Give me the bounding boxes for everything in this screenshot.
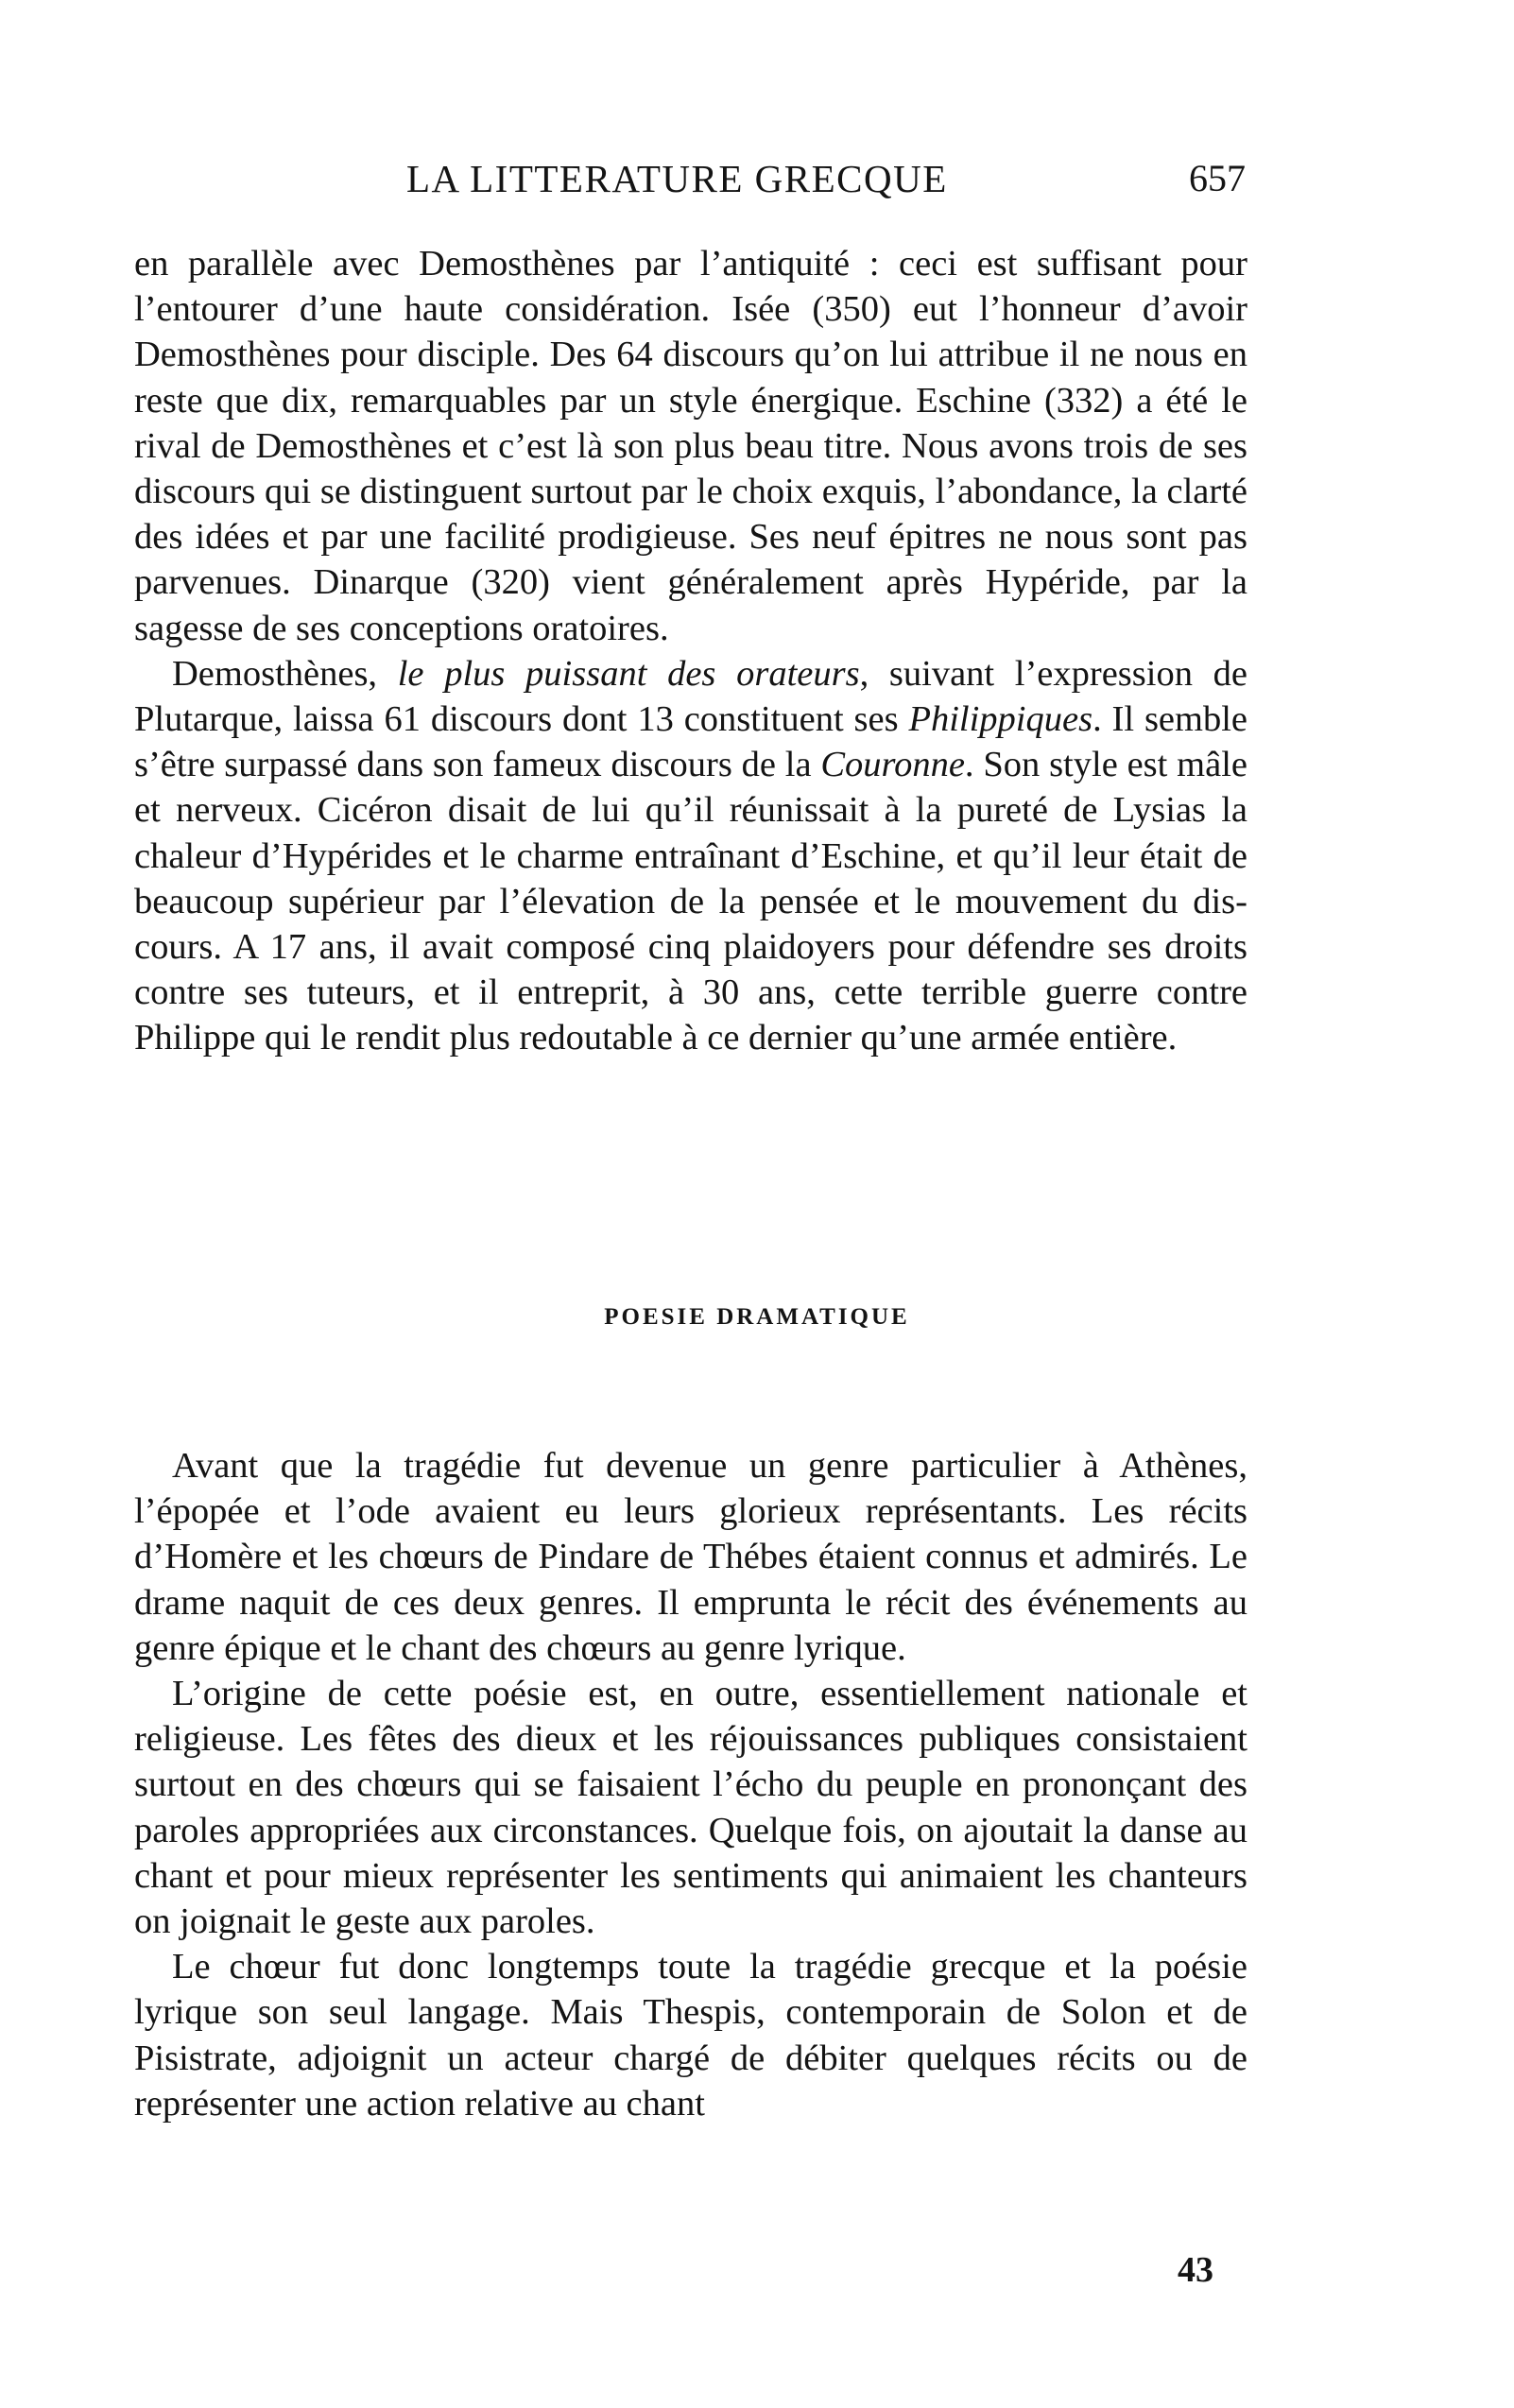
italic-title-philippiques: Philippiques xyxy=(908,699,1093,740)
paragraph-demosthenes xyxy=(134,651,1247,1061)
text-run: , suivant l’expression de Plutarque, laissa 61 discours dont 13 constituent ses xyxy=(134,653,1247,740)
running-title: LA LITTERATURE GRECQUE xyxy=(406,157,948,200)
text-run: . Il semble s’être surpassé dans son fameux discours de la xyxy=(134,699,1247,785)
text-run: . Son style est mâle et nerveux. Cicéron disait de lui qu’il réunissait à la pureté de Lysias la chaleur d’Hypérides et le charme entraînant d’Eschine, et qu’il leur était de beaucoup supérieur par l’élevation de la pensée et le mouvement du discours. A 17 ans, il avait composé cinq plaidoyers pour défendre ses droits contre ses tuteurs, et il entreprit, à 30 ans, cette terrible guerre contre Philippe qui le rendit plus redoutable à ce dernier qu’une armée entière. xyxy=(134,745,1247,1058)
signature-mark: 43 xyxy=(1178,2250,1213,2290)
section-heading: POESIE DRAMATIQUE xyxy=(604,1304,910,1330)
page-number: 657 xyxy=(1189,157,1246,199)
italic-title-couronne: Couronne xyxy=(820,745,965,785)
paragraph: en parallèle avec Demosthènes par l’antiquité : ceci est suffisant pour l’entourer d’une haute considération. Isée (350) eut l’honneur d’avoir Demosthènes pour disciple. Des 64 discours qu’on lui attribue il ne nous en reste que dix, remarquables par un style énergique. Eschine (332) a été le rival de Demosthènes et c’est là son plus beau titre. Nous avons trois de ses discours qui se distinguent surtout par le choix exquis, l’abondance, la clarté des idées et par une facilité prodigieuse. Ses neuf épitres ne nous sont pas parvenues. Dinarque (320) vient généralement après Hypéride, par la sagesse de ses conceptions oratoires. xyxy=(134,244,1247,648)
page-header xyxy=(132,156,1246,213)
paragraph: Avant que la tragédie fut devenue un genre particulier à Athènes, l’épopée et l’ode avaient eu leurs glorieux représentants. Les récits d’Homère et les chœurs de Pindare de Thébes étaient connus et admirés. Le drame naquit de ces deux genres. Il emprunta le récit des événements au genre épique et le chant des chœurs au genre lyrique. xyxy=(134,1446,1247,1668)
paragraph: L’origine de cette poésie est, en outre, essentiellement nationale et religieuse. Les fêtes des dieux et les réjouissances publiques consistaient surtout en des chœurs qui se faisaient l’écho du peuple en prononçant des paroles appropriées aux circonstances. Quelque fois, on ajoutait la danse au chant et pour mieux représenter les sentiments qui animaient les chanteurs on joignait le geste aux paroles. xyxy=(134,1674,1247,1942)
text-block-dramatic-poetry xyxy=(134,1443,1247,2126)
text-block-oratory xyxy=(134,241,1247,1061)
italic-phrase: le plus puissant des orateurs xyxy=(397,653,860,694)
text-run: Demosthènes, xyxy=(172,653,398,694)
paragraph: Le chœur fut donc longtemps toute la tragédie grecque et la poésie lyrique son seul langage. Mais Thespis, contemporain de Solon et de Pisistrate, adjoignit un acteur chargé de débiter quelques récits ou de représenter une action relative au chant xyxy=(134,1947,1247,2124)
